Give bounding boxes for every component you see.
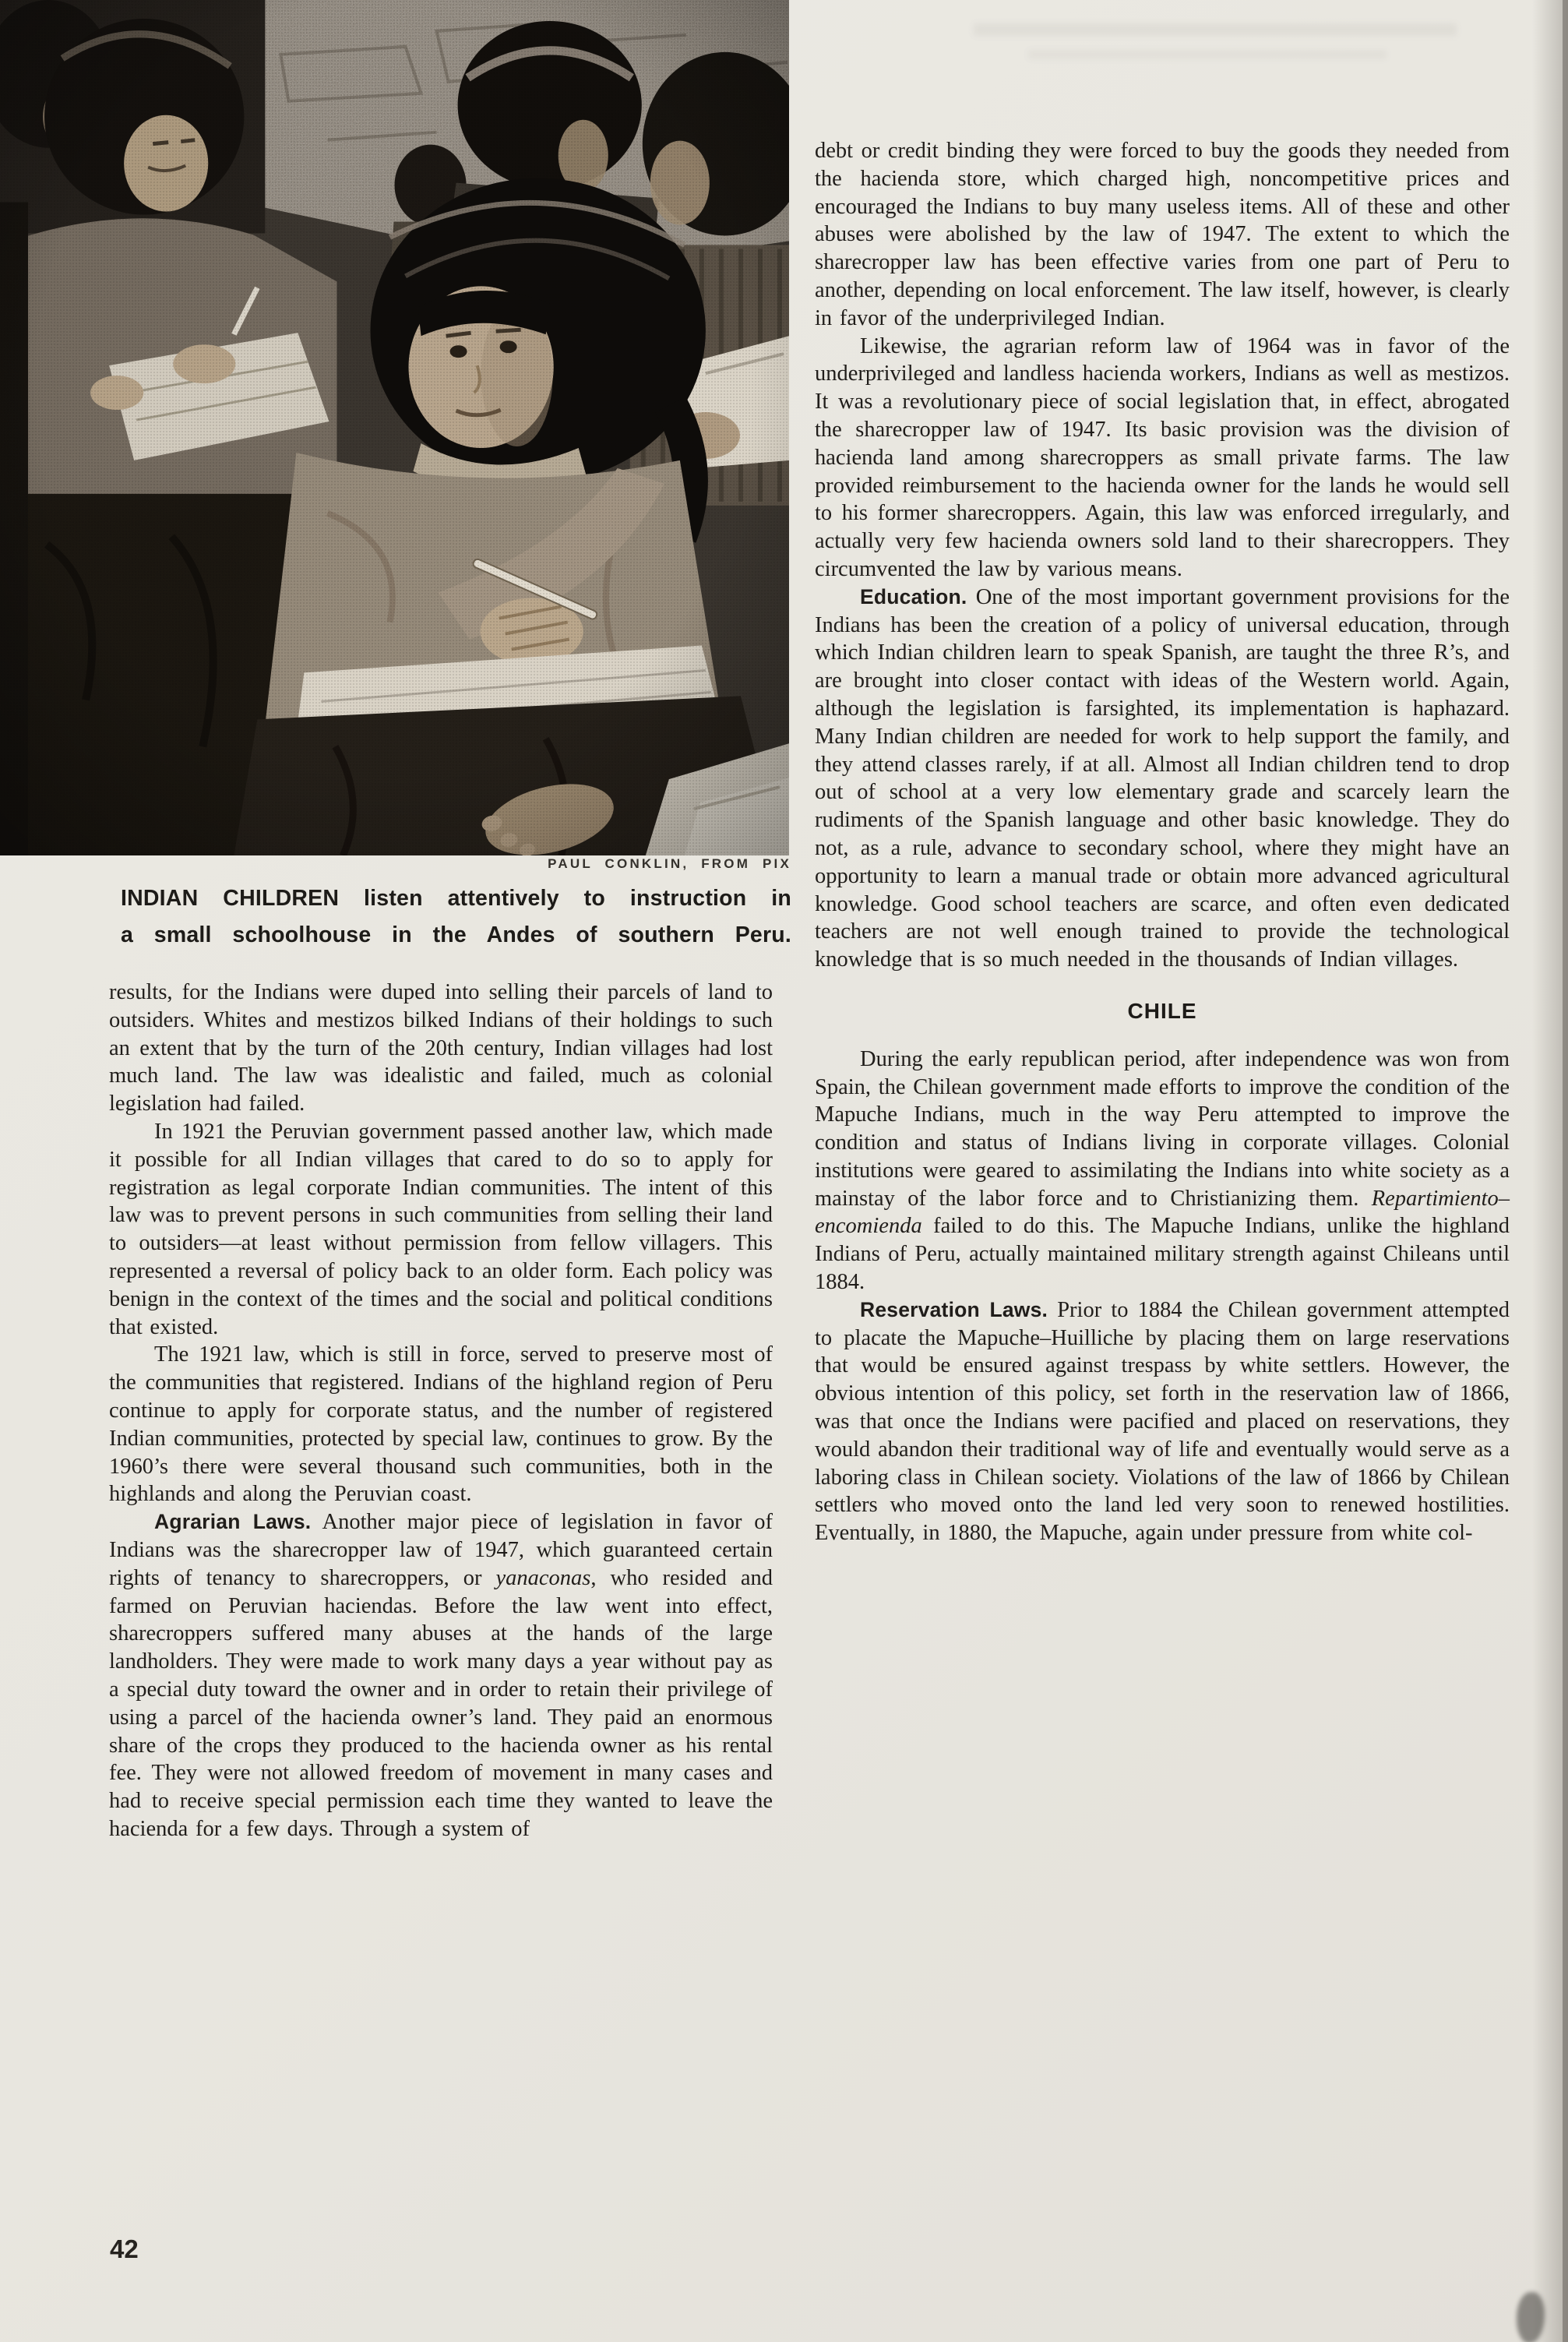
paragraph-lead-in: Agrarian Laws. [154,1510,312,1534]
photo-caption [121,880,791,954]
paragraph [815,584,1510,974]
italic-term: Repartimiento–encomienda [815,1186,1510,1239]
paragraph [815,137,1510,333]
paragraph [815,1296,1510,1547]
paragraph [815,1046,1510,1296]
paragraph-text: The 1921 law, which is still in force, served to preserve most of the communities that registered. Indians of the highland region of Peru continue to apply for corporate status, and the number of registered Indian communities, protected by special law, continues to grow. By the 1960’s there were several thousand such communities, both in the highlands and along the Peruvian coast. [109,1342,773,1507]
paragraph [815,333,1510,584]
classroom-photo-illustration [0,0,789,855]
left-column [109,979,773,1843]
paragraph-lead-in: Reservation Laws. [860,1297,1048,1321]
paragraph-text: Prior to 1884 the Chilean government attempted to placate the Mapuche–Huilliche by placing them on large reservations that would be ensured against trespass by white settlers. However, the obvious intention of this policy, set forth in the reservation law of 1866, was that once the Indians were pacified and placed on reservations, they would abandon their traditional way of life and eventually would serve as a laboring class in Chilean society. Violations of the law of 1866 by Chilean settlers who moved onto the land led very soon to renewed hostilities. Eventually, in 1880, the Mapuche, again under pressure from white col- [815,1297,1510,1546]
paragraph-text: results, for the Indians were duped into selling their parcels of land to outsiders. Whites and mestizos bilked Indians of their holdings to such an extent that by the turn of the 20th century, Indian villages had lost much land. The law was idealistic and failed, much as colonial legislation had failed. [109,980,773,1116]
paragraph-text: In 1921 the Peruvian government passed another law, which made it possible for all Indian villages that cared to do so to apply for registration as legal corporate Indian communities. The intent of this law was to prevent persons in such communities from selling their land to outsiders—at least without permission from fellow villagers. This represented a reversal of policy back to an older form. Each policy was benign in the context of the times and the social and political conditions that existed. [109,1119,773,1339]
photo-caption-line: a small schoolhouse in the Andes of southern Peru. [121,922,791,947]
right-column [815,137,1510,1547]
paragraph-text: During the early republican period, after independence was won from Spain, the Chilean government made efforts to improve the condition of the Mapuche Indians, much in the way Peru attempted to improve the condition and status of Indians living in corporate villages. Colonial institutions were geared to assimilating the Indians into white society as a mainstay of the labor force and to Christianizing them. [815,1046,1510,1211]
italic-term: yanaconas [495,1565,591,1590]
classroom-photo [0,0,789,855]
page-number: 42 [110,2234,139,2263]
paragraph-text: debt or credit binding they were forced to buy the goods they needed from the hacienda store, which charged high, noncompetitive prices and encouraged the Indians to buy many useless items. All of these and other abuses were abolished by the law of 1947. The extent to which the sharecropper law has been effective varies from one part of Peru to another, depending on local enforcement. The law itself, however, is clearly in favor of the underprivileged Indian. [815,139,1510,330]
scan-edge-line [1563,0,1568,2342]
photo-grain [0,0,789,855]
section-heading: CHILE [1127,998,1197,1023]
photo-caption-line: INDIAN CHILDREN listen attentively to instruction in [121,886,791,911]
paragraph [109,1118,773,1341]
paragraph [109,1341,773,1508]
photo-credit: PAUL CONKLIN, FROM PIX [548,856,791,871]
paragraph-text: One of the most important government provisions for the Indians has been the creation of a policy of universal education, through which Indian children learn to speak Spanish, are taught the three R’s, and are brought into closer contact with ideas of the Western world. Again, although the legislation is farsighted, its implementation is haphazard. Many Indian children are needed for work to help support the family, and they attend classes rarely, if at all. Almost all Indian children tend to drop out of school at a very low elementary grade and scarcely learn the rudiments of the Spanish language and other basic knowledge. They do not, as a rule, advance to secondary school, where they might have an opportunity to learn a manual trade or obtain more advanced agricultural knowledge. Good school teachers are scarce, and often even dedicated teachers are not well enough trained to provide the technological knowledge that is so much needed in the thousands of Indian villages. [815,584,1510,972]
scan-smudge [1517,2292,1545,2342]
paragraph-text: , who resided and farmed on Peruvian haciendas. Before the law went into effect, sharecroppers suffered many abuses at the hands of the large landholders. They were made to work many days a year without pay as a special duty toward the owner and in order to retain their privilege of using a parcel of the hacienda owner’s land. They paid an enormous share of the crops they produced to the hacienda owner as his rental fee. They were not allowed freedom of movement in many cases and had to receive special permission each time they wanted to leave the hacienda for a few days. Through a system of [109,1565,773,1841]
showthrough-ghost [1028,50,1387,59]
showthrough-ghost [974,23,1457,36]
paragraph-lead-in: Education. [860,584,967,608]
paragraph-text: Likewise, the agrarian reform law of 1964 was in favor of the underprivileged and landless hacienda workers, Indians as well as mestizos. It was a revolutionary piece of social legislation that, in effect, abrogated the sharecropper law of 1947. Its basic provision was the division of hacienda land among sharecroppers as small private farms. The law provided reimbursement to the hacienda owner for the lands he would sell to his former sharecroppers. Again, this law was enforced irregularly, and actually very few hacienda owners sold land to their sharecroppers. They circumvented the law by various means. [815,333,1510,581]
paragraph [109,1508,773,1843]
paragraph-text: failed to do this. The Mapuche Indians, unlike the highland Indians of Peru, actually maintained military strength against Chileans until 1884. [815,1214,1510,1295]
paragraph [109,979,773,1118]
paragraph-text: Another major piece of legislation in favor of Indians was the sharecropper law of 1947, which guaranteed certain rights of tenancy to sharecroppers, or [109,1510,773,1590]
